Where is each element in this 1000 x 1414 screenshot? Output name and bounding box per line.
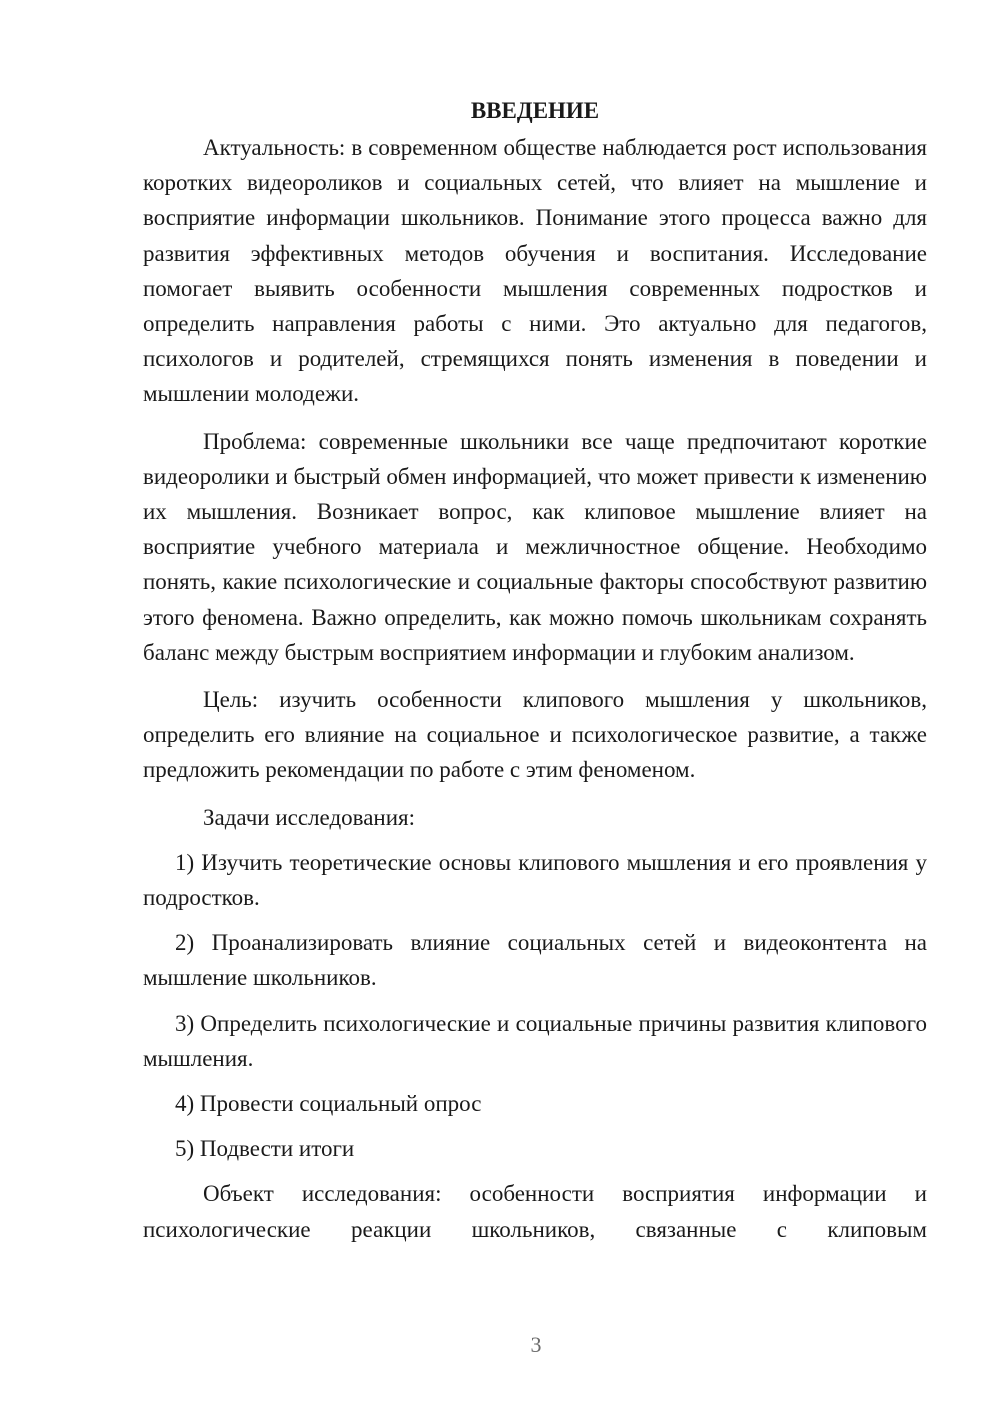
task-item: 4) Провести социальный опрос: [175, 1091, 482, 1117]
paragraph-problem: Проблема: современные школьники все чаще предпочитают короткие видеоролики и быстрый обмен информацией, что может привести к изменению их мышления. Возникает вопрос, как клиповое мышление влияет на восприятие учебного материала и межличностное общение. Необходимо понять, какие психологические и социальные факторы способствуют развитию этого феномена. Важно определить, как можно помочь школьникам сохранять баланс между быстрым восприятием информации и глубоким анализом.: [143, 428, 927, 665]
paragraph-relevance: Актуальность: в современном обществе наблюдается рост использования коротких видеороликов и социальных сетей, что влияет на мышление и восприятие информации школьников. Понимание этого процесса важно для развития эффективных методов обучения и воспитания. Исследование помогает выявить особенности мышления современных подростков и определить направления работы с ними. Это актуально для педагогов, психологов и родителей, стремящихся понять изменения в поведении и мышлении молодежи.: [143, 135, 927, 407]
page-title: ВВЕДЕНИЕ: [470, 98, 600, 123]
paragraph-goal: Цель: изучить особенности клипового мышления у школьников, определить его влияние на социальное и психологическое развитие, а также предложить рекомендации по работе с этим феноменом.: [143, 687, 927, 783]
task-item: 5) Подвести итоги: [175, 1136, 355, 1162]
paragraph-object: Объект исследования: особенности восприятия информации и психологические реакции школьников, связанные с клиповым: [143, 1181, 927, 1242]
page-content: [143, 96, 927, 1259]
task-item: 2) Проанализировать влияние социальных сетей и видеоконтента на мышление школьников.: [143, 930, 927, 991]
tasks-heading: Задачи исследования:: [203, 804, 416, 830]
task-item: 3) Определить психологические и социальные причины развития клипового мышления.: [143, 1010, 927, 1071]
page-number: 3: [530, 1332, 542, 1357]
task-item: 1) Изучить теоретические основы клипового мышления и его проявления у подростков.: [143, 849, 927, 911]
